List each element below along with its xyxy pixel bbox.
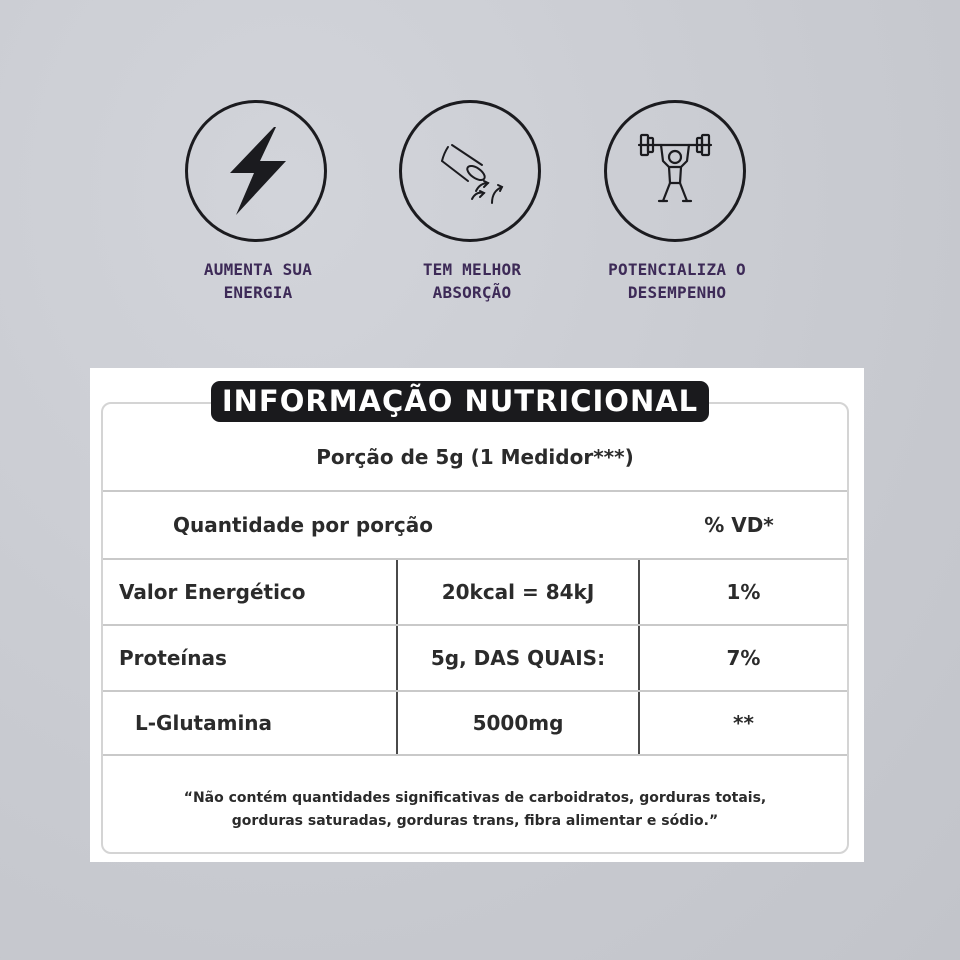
nutrient-vd: 1%	[726, 580, 761, 604]
header-vd: % VD*	[704, 513, 774, 537]
feature-absorption-caption-line1: TEM MELHOR	[422, 260, 522, 279]
feature-performance-caption	[567, 258, 787, 304]
feature-performance-caption-line2: DESEMPENHO	[627, 283, 727, 302]
feature-energy-caption-line2: ENERGIA	[223, 283, 293, 302]
nutrient-name: L-Glutamina	[135, 711, 273, 735]
table-row	[103, 560, 847, 626]
portion-text: Porção de 5g (1 Medidor***)	[316, 445, 634, 469]
feature-performance	[567, 100, 787, 310]
nutrition-panel	[90, 368, 864, 862]
feature-energy-caption	[148, 258, 368, 304]
feature-energy	[148, 100, 368, 310]
nutrient-vd: 7%	[726, 646, 761, 670]
header-row	[103, 492, 847, 560]
header-quantity: Quantidade por porção	[173, 513, 433, 537]
nutrient-name: Proteínas	[119, 646, 227, 670]
feature-energy-circle	[185, 100, 327, 242]
weightlifter-icon	[625, 121, 725, 221]
absorption-icon	[420, 121, 520, 221]
feature-absorption-caption	[362, 258, 582, 304]
feature-absorption-caption-line2: ABSORÇÃO	[432, 283, 512, 302]
feature-absorption	[362, 100, 582, 310]
table-row	[103, 692, 847, 756]
lightning-bolt-icon	[216, 123, 296, 219]
nutrient-amount: 5g, DAS QUAIS:	[430, 646, 606, 670]
nutrient-name: Valor Energético	[119, 580, 306, 604]
nutrition-title: INFORMAÇÃO NUTRICIONAL	[211, 381, 709, 422]
table-row	[103, 626, 847, 692]
nutrient-amount: 20kcal = 84kJ	[441, 580, 595, 604]
footnote	[103, 787, 847, 833]
feature-performance-caption-line1: POTENCIALIZA O	[608, 260, 746, 279]
feature-performance-circle	[604, 100, 746, 242]
nutrient-vd: **	[733, 711, 754, 735]
feature-energy-caption-line1: AUMENTA SUA	[203, 260, 313, 279]
feature-icons-section	[0, 0, 960, 330]
nutrition-table	[101, 402, 849, 854]
footnote-line1: “Não contém quantidades significativas de carboidratos, gorduras totais,	[183, 790, 767, 806]
feature-absorption-circle	[399, 100, 541, 242]
footnote-line2: gorduras saturadas, gorduras trans, fibra alimentar e sódio.”	[231, 813, 719, 829]
nutrient-amount: 5000mg	[472, 711, 564, 735]
